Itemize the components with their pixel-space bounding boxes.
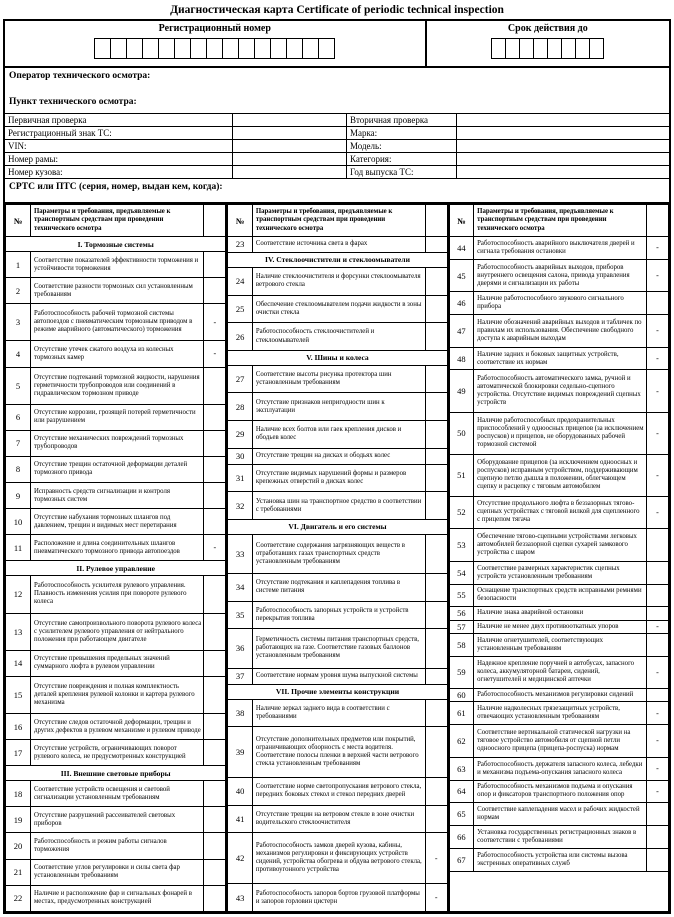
item-number: 58: [449, 633, 474, 656]
item-requirement: Отсутствие видимых нарушений формы и размеров крепежных отверстий в дисках колес: [252, 464, 425, 492]
item-number: 8: [6, 456, 31, 482]
fill-cell: [126, 38, 143, 59]
item-requirement: Обеспечение стеклоомывателем подачи жидкости в зоны очистки стекла: [252, 295, 425, 323]
column-number-header: №: [6, 205, 31, 237]
item-requirement: Соответствие содержания загрязняющих веществ в отработавших газах транспортных средств установленным требованиям: [252, 534, 425, 573]
item-number: 65: [449, 803, 474, 826]
item-result-cell: -: [646, 620, 668, 633]
info-left-value: [233, 114, 347, 126]
item-result-cell: [646, 607, 668, 620]
item-requirement: Наличие зеркал заднего вида в соответствии с требованиями: [252, 699, 425, 727]
item-result-cell: [425, 668, 447, 684]
fill-cell: [302, 38, 319, 59]
item-requirement: Отсутствие превышения предельных значений суммарного люфта в рулевом управлении: [31, 650, 204, 676]
item-requirement: Отсутствие набухания тормозных шлангов под давлением, трещин и видимых мест перетирания: [31, 509, 204, 535]
item-number: 20: [6, 833, 31, 859]
item-number: 27: [227, 365, 252, 393]
item-number: 11: [6, 535, 31, 561]
info-row: [5, 113, 669, 126]
item-result-cell: [425, 393, 447, 421]
fill-cell: [238, 38, 255, 59]
item-requirement: Работоспособность аварийных выходов, приборов внутреннего освещения салона, привода управления дверями и сигнализации их работы: [474, 259, 647, 291]
item-number: 41: [227, 805, 252, 833]
item-requirement: Соответствие разности тормозных сил установленным требованиям: [31, 278, 204, 304]
info-right-value: [457, 114, 670, 126]
item-number: 64: [449, 780, 474, 803]
info-right-label: Марка:: [347, 127, 457, 139]
item-result-cell: [204, 676, 226, 713]
item-number: 13: [6, 613, 31, 650]
operator-label: Оператор технического осмотра:: [9, 71, 151, 81]
item-result-cell: -: [646, 347, 668, 370]
item-number: 17: [6, 740, 31, 766]
item-requirement: Оснащение транспортных средств исправными ремнями безопасности: [474, 584, 647, 607]
item-number: 19: [6, 807, 31, 833]
item-requirement: Отсутствие подтекания и каплепадения топлива в системе питания: [252, 574, 425, 602]
item-requirement: Соответствие каплепадения масел и рабочих жидкостей нормам: [474, 803, 647, 826]
item-number: 12: [6, 576, 31, 613]
item-number: 24: [227, 267, 252, 295]
item-requirement: Отсутствие трещин на дисках и ободьях колес: [252, 448, 425, 464]
item-requirement: Установка шин на транспортное средство в соответствии с требованиями: [252, 492, 425, 520]
item-requirement: Работоспособность стеклоочистителей и стеклоомывателей: [252, 323, 425, 351]
item-result-cell: [425, 448, 447, 464]
item-number: 3: [6, 304, 31, 341]
item-requirement: Надежное крепление поручней в автобусах, запасного колеса, аккумуляторной батареи, сидений, огнетушителей и медицинской аптечки: [474, 656, 647, 688]
item-result-cell: [646, 633, 668, 656]
item-requirement: Соответствие устройств освещения и световой сигнализации установленным требованиям: [31, 781, 204, 807]
item-number: 23: [227, 237, 252, 253]
item-result-cell: -: [646, 412, 668, 454]
item-number: 14: [6, 650, 31, 676]
item-number: 51: [449, 454, 474, 496]
item-number: 61: [449, 702, 474, 725]
item-number: 1: [6, 252, 31, 278]
item-number: 62: [449, 725, 474, 757]
validity-date-label: Срок действия до: [507, 23, 588, 34]
section-header: I. Тормозные системы: [6, 237, 226, 252]
item-requirement: Отсутствие трещин остаточной деформации деталей тормозного привода: [31, 456, 204, 482]
item-result-cell: -: [646, 454, 668, 496]
info-right-label: Модель:: [347, 140, 457, 152]
item-requirement: Отсутствие устройств, ограничивающих поворот рулевого колеса, не предусмотренных конструкцией: [31, 740, 204, 766]
item-requirement: Работоспособность рабочей тормозной системы автопоездов с пневматическим тормозным приводом в режиме аварийного (автоматического) торможения: [31, 304, 204, 341]
item-number: 63: [449, 757, 474, 780]
item-number: 50: [449, 412, 474, 454]
item-number: 15: [6, 676, 31, 713]
item-result-cell: [646, 529, 668, 561]
info-right-value: [457, 153, 670, 165]
item-result-cell: [204, 367, 226, 404]
item-result-cell: [646, 292, 668, 315]
item-requirement: Работоспособность запоров бортов грузовой платформы и запоров горловин цистерн: [252, 884, 425, 912]
fill-cell: [190, 38, 207, 59]
item-requirement: Наличие работоспособных предохранительных приспособлений у одноосных прицепов (за исключением роспусков) и прицепов, не оборудованных рабочей тормозной системой: [474, 412, 647, 454]
item-number: 37: [227, 668, 252, 684]
info-left-label: Номер рамы:: [5, 153, 233, 165]
item-number: 44: [449, 237, 474, 260]
fill-cell: [206, 38, 223, 59]
fill-cell: [286, 38, 303, 59]
item-result-cell: [204, 576, 226, 613]
item-number: 60: [449, 689, 474, 702]
item-number: 26: [227, 323, 252, 351]
item-result-cell: -: [425, 884, 447, 912]
section-header: VII. Прочие элементы конструкции: [227, 684, 447, 699]
item-requirement: Отсутствие повреждения и полная комплектность деталей крепления рулевой колонки и картера рулевого механизма: [31, 676, 204, 713]
srts-pts-label: СРТС или ПТС (серия, номер, выдан кем, когда):: [5, 178, 669, 202]
inspection-point-label: Пункт технического осмотра:: [9, 97, 137, 107]
item-requirement: Соответствие нормам уровня шума выпускной системы: [252, 668, 425, 684]
item-number: 40: [227, 778, 252, 806]
fill-cell: [491, 38, 506, 59]
item-result-cell: -: [646, 237, 668, 260]
item-number: 49: [449, 370, 474, 412]
item-result-cell: [425, 574, 447, 602]
column-result-header: [646, 205, 668, 237]
item-result-cell: [646, 803, 668, 826]
item-result-cell: [204, 278, 226, 304]
item-result-cell: [425, 323, 447, 351]
item-number: 39: [227, 727, 252, 778]
vehicle-info-rows: [5, 113, 669, 178]
fill-cell: [561, 38, 576, 59]
item-requirement: Соответствие высоты рисунка протектора шин установленным требованиям: [252, 365, 425, 393]
item-number: 46: [449, 292, 474, 315]
column-params-header: Параметры и требования, предъявляемые к транспортным средствам при проведении технического осмотра: [252, 205, 425, 237]
item-number: 67: [449, 849, 474, 872]
item-number: 38: [227, 699, 252, 727]
item-result-cell: [204, 807, 226, 833]
column-number-header: №: [227, 205, 252, 237]
item-number: 32: [227, 492, 252, 520]
info-left-label: Регистрационный знак ТС:: [5, 127, 233, 139]
item-result-cell: [204, 781, 226, 807]
column-params-header: Параметры и требования, предъявляемые к транспортным средствам при проведении технического осмотра: [31, 205, 204, 237]
item-result-cell: -: [646, 702, 668, 725]
fill-cell: [94, 38, 111, 59]
item-result-cell: [204, 430, 226, 456]
checklist-column: [448, 204, 669, 912]
item-result-cell: [425, 492, 447, 520]
item-number: 7: [6, 430, 31, 456]
column-params-header: Параметры и требования, предъявляемые к транспортным средствам при проведении технического осмотра: [474, 205, 647, 237]
item-requirement: Исправность средств сигнализации и контроля тормозных систем: [31, 483, 204, 509]
item-result-cell: -: [204, 535, 226, 561]
item-result-cell: [425, 295, 447, 323]
item-result-cell: [425, 699, 447, 727]
info-row: [5, 139, 669, 152]
item-requirement: Наличие огнетушителей, соответствующих установленным требованиям: [474, 633, 647, 656]
item-number: 22: [6, 885, 31, 911]
section-header: V. Шины и колеса: [227, 350, 447, 365]
item-result-cell: [204, 713, 226, 739]
item-requirement: Соответствие вертикальной статической нагрузки на тяговое устройство автомобиля от сцепной петли одноосного прицепа (прицепа-роспуска) нормам: [474, 725, 647, 757]
item-result-cell: [204, 650, 226, 676]
info-right-value: [457, 166, 670, 178]
fill-cell: [270, 38, 287, 59]
item-requirement: Оборудование прицепов (за исключением одноосных и роспусков) исправным устройством, поддерживающим сцепную петлю дышла в положении, облегчающем сцепку и расцепку с тяговым автомобилем: [474, 454, 647, 496]
item-number: 45: [449, 259, 474, 291]
registration-number-label: Регистрационный номер: [5, 21, 427, 34]
info-right-value: [457, 127, 670, 139]
item-result-cell: [425, 365, 447, 393]
item-requirement: Работоспособность держателя запасного колеса, лебедки и механизма подъема-опускания запасного колеса: [474, 757, 647, 780]
item-result-cell: [646, 584, 668, 607]
registration-header-box: [3, 19, 671, 68]
item-number: 66: [449, 826, 474, 849]
item-requirement: Работоспособность замков дверей кузова, кабины, механизмов регулировки и фиксирующих устройств сидений, устройства обогрева и обдува ветрового стекла, противоугонного устройства: [252, 833, 425, 884]
info-left-value: [233, 166, 347, 178]
item-result-cell: [204, 483, 226, 509]
item-number: 6: [6, 404, 31, 430]
item-requirement: Отсутствие следов остаточной деформации, трещин и других дефектов в рулевом механизме и рулевом приводе: [31, 713, 204, 739]
item-result-cell: [204, 252, 226, 278]
item-number: 35: [227, 601, 252, 629]
item-requirement: Наличие стеклоочистителя и форсунки стеклоомывателя ветрового стекла: [252, 267, 425, 295]
fill-cell: [222, 38, 239, 59]
item-number: 29: [227, 421, 252, 449]
info-right-value: [457, 140, 670, 152]
fill-cell: [505, 38, 520, 59]
item-number: 54: [449, 561, 474, 584]
item-number: 47: [449, 315, 474, 347]
item-number: 2: [6, 278, 31, 304]
item-number: 53: [449, 529, 474, 561]
item-result-cell: -: [204, 341, 226, 367]
inspection-checklist: [3, 204, 671, 914]
item-result-cell: [425, 601, 447, 629]
registration-number-cells: [5, 34, 427, 66]
item-result-cell: -: [646, 370, 668, 412]
item-requirement: Соответствие норме светопропускания ветрового стекла, передних боковых стекол и стекол передних дверей: [252, 778, 425, 806]
item-requirement: Работоспособность автоматического замка, ручной и автоматической блокировки седельно-сцепного устройства. Отсутствие видимых повреждений сцепных устройств: [474, 370, 647, 412]
item-result-cell: -: [646, 656, 668, 688]
item-result-cell: [204, 509, 226, 535]
column-result-header: [425, 205, 447, 237]
item-result-cell: [204, 613, 226, 650]
item-result-cell: -: [646, 725, 668, 757]
info-left-label: Первичная проверка: [5, 114, 233, 126]
item-requirement: Наличие надколесных грязезащитных устройств, отвечающих установленным требованиям: [474, 702, 647, 725]
item-number: 16: [6, 713, 31, 739]
item-requirement: Наличие работоспособного звукового сигнального прибора: [474, 292, 647, 315]
item-number: 43: [227, 884, 252, 912]
item-requirement: Наличие и расположение фар и сигнальных фонарей в местах, предусмотренных конструкцией: [31, 885, 204, 911]
column-result-header: [204, 205, 226, 237]
item-requirement: Расположение и длина соединительных шлангов пневматического тормозного привода автопоездов: [31, 535, 204, 561]
fill-cell: [547, 38, 562, 59]
item-result-cell: [646, 826, 668, 849]
item-result-cell: [425, 464, 447, 492]
item-number: 34: [227, 574, 252, 602]
item-result-cell: -: [646, 496, 668, 528]
item-result-cell: -: [646, 780, 668, 803]
info-right-label: Категория:: [347, 153, 457, 165]
item-requirement: Работоспособность запорных устройств и устройств перекрытия топлива: [252, 601, 425, 629]
item-number: 48: [449, 347, 474, 370]
item-requirement: Установка государственных регистрационных знаков в соответствии с требованиями: [474, 826, 647, 849]
item-requirement: Отсутствие подтеканий тормозной жидкости, нарушения герметичности трубопроводов или соединений в гидравлическом тормозном приводе: [31, 367, 204, 404]
item-result-cell: [204, 456, 226, 482]
item-number: 28: [227, 393, 252, 421]
item-result-cell: [204, 885, 226, 911]
item-number: 21: [6, 859, 31, 885]
item-number: 4: [6, 341, 31, 367]
info-left-value: [233, 127, 347, 139]
item-result-cell: [425, 534, 447, 573]
item-result-cell: -: [646, 259, 668, 291]
info-right-label: Вторичная проверка: [347, 114, 457, 126]
item-requirement: Отсутствие механических повреждений тормозных трубопроводов: [31, 430, 204, 456]
info-right-label: Год выпуска ТС:: [347, 166, 457, 178]
item-result-cell: [425, 267, 447, 295]
item-requirement: Наличие задних и боковых защитных устройств, соответствие их нормам: [474, 347, 647, 370]
item-number: 59: [449, 656, 474, 688]
fill-cell: [254, 38, 271, 59]
item-number: 33: [227, 534, 252, 573]
item-requirement: Наличие знака аварийной остановки: [474, 607, 647, 620]
item-result-cell: -: [204, 304, 226, 341]
fill-cell: [533, 38, 548, 59]
fill-cell: [589, 38, 604, 59]
info-row: [5, 152, 669, 165]
item-requirement: Работоспособность аварийного выключателя дверей и сигнала требования остановки: [474, 237, 647, 260]
info-row: [5, 165, 669, 178]
item-number: 36: [227, 629, 252, 668]
item-requirement: Наличие обозначений аварийных выходов и табличек по правилам их использования. Обеспечение свободного доступа к аварийным выходам: [474, 315, 647, 347]
item-requirement: Соответствие углов регулировки и силы света фар установленным требованиям: [31, 859, 204, 885]
fill-cell: [318, 38, 335, 59]
item-requirement: Отсутствие разрушений рассеивателей световых приборов: [31, 807, 204, 833]
fill-cell: [174, 38, 191, 59]
item-number: 42: [227, 833, 252, 884]
item-requirement: Работоспособность устройства или системы вызова экстренных оперативных служб: [474, 849, 647, 872]
validity-date-cells: [427, 34, 669, 66]
info-row: [5, 126, 669, 139]
item-requirement: Обеспечение тягово-сцепными устройствами легковых автомобилей беззазорной сцепки сухарей замкового устройства с шаром: [474, 529, 647, 561]
item-number: 18: [6, 781, 31, 807]
section-header: III. Внешние световые приборы: [6, 766, 226, 781]
item-result-cell: [646, 689, 668, 702]
item-requirement: Соответствие размерных характеристик сцепных устройств установленным требованиям: [474, 561, 647, 584]
info-left-value: [233, 153, 347, 165]
item-requirement: Работоспособность механизмов подъема и опускания опор и фиксаторов транспортного положения опор: [474, 780, 647, 803]
item-result-cell: [425, 421, 447, 449]
section-header: VI. Двигатель и его системы: [227, 519, 447, 534]
section-header: II. Рулевое управление: [6, 561, 226, 576]
item-requirement: Наличие всех болтов или гаек крепления дисков и ободьев колес: [252, 421, 425, 449]
item-number: 55: [449, 584, 474, 607]
item-requirement: Работоспособность и режим работы сигналов торможения: [31, 833, 204, 859]
item-requirement: Отсутствие коррозии, грозящей потерей герметичности или разрушением: [31, 404, 204, 430]
item-result-cell: [204, 859, 226, 885]
item-result-cell: -: [646, 757, 668, 780]
item-result-cell: [425, 629, 447, 668]
item-number: 10: [6, 509, 31, 535]
item-result-cell: [425, 778, 447, 806]
info-left-label: Номер кузова:: [5, 166, 233, 178]
fill-cell: [110, 38, 127, 59]
info-left-label: VIN:: [5, 140, 233, 152]
item-result-cell: [204, 404, 226, 430]
item-result-cell: [204, 833, 226, 859]
fill-cell: [519, 38, 534, 59]
empty-filler: [449, 872, 669, 912]
item-result-cell: [204, 740, 226, 766]
column-number-header: №: [449, 205, 474, 237]
fill-cell: [142, 38, 159, 59]
checklist-column: [226, 204, 447, 912]
item-requirement: Отсутствие признаков непригодности шин к эксплуатации: [252, 393, 425, 421]
item-result-cell: [425, 237, 447, 253]
section-header: IV. Стеклоочистители и стеклоомыватели: [227, 252, 447, 267]
item-requirement: Работоспособность механизмов регулировки сидений: [474, 689, 647, 702]
item-result-cell: [646, 561, 668, 584]
document-title: Диагностическая карта Certificate of periodic technical inspection: [170, 4, 504, 16]
item-number: 25: [227, 295, 252, 323]
checklist-column: [5, 204, 226, 912]
item-number: 56: [449, 607, 474, 620]
item-number: 57: [449, 620, 474, 633]
item-number: 5: [6, 367, 31, 404]
item-requirement: Отсутствие продольного люфта в беззазорных тягово-сцепных устройствах с тяговой вилкой для сцепленного с прицепом тягача: [474, 496, 647, 528]
item-number: 31: [227, 464, 252, 492]
item-requirement: Работоспособность усилителя рулевого управления. Плавность изменения усилия при повороте рулевого колеса: [31, 576, 204, 613]
item-result-cell: [646, 849, 668, 872]
item-number: 9: [6, 483, 31, 509]
vehicle-info-box: [3, 68, 671, 204]
item-result-cell: -: [646, 315, 668, 347]
item-requirement: Соответствие источника света в фарах: [252, 237, 425, 253]
item-requirement: Наличие не менее двух противооткатных упоров: [474, 620, 647, 633]
item-requirement: Отсутствие самопроизвольного поворота рулевого колеса с усилителем рулевого управления от нейтрального положения при работающем двигателе: [31, 613, 204, 650]
item-number: 30: [227, 448, 252, 464]
item-requirement: Отсутствие утечек сжатого воздуха из колесных тормозных камер: [31, 341, 204, 367]
item-result-cell: -: [425, 833, 447, 884]
info-left-value: [233, 140, 347, 152]
fill-cell: [158, 38, 175, 59]
fill-cell: [575, 38, 590, 59]
item-result-cell: [425, 727, 447, 778]
item-requirement: Герметичность системы питания транспортных средств, работающих на газе. Соответствие газовых баллонов установленным требованиям: [252, 629, 425, 668]
item-requirement: Отсутствие дополнительных предметов или покрытий, ограничивающих обзорность с места водителя. Соответствие полосы пленки в верхней части ветрового стекла установленным требованиям: [252, 727, 425, 778]
item-number: 52: [449, 496, 474, 528]
item-result-cell: [425, 805, 447, 833]
item-requirement: Соответствие показателей эффективности торможения и устойчивости торможения: [31, 252, 204, 278]
item-requirement: Отсутствие трещин на ветровом стекле в зоне очистки водительского стеклоочистителя: [252, 805, 425, 833]
